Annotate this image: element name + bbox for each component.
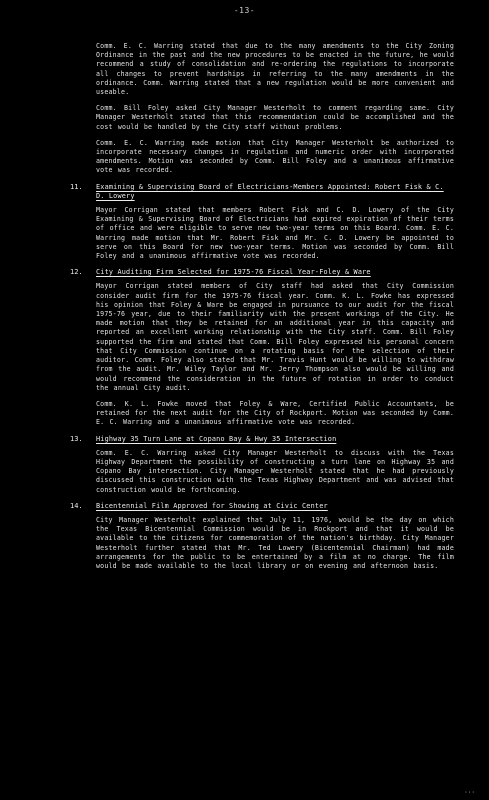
- paragraph-audit-motion: Comm. K. L. Fowke moved that Foley & Ware, Certified Public Accountants, be retained for the next audit for the City of Rockport. Motion was seconded by Comm. E. C. Warring and a unanimous affirmative vote was recorded.: [96, 399, 454, 427]
- item-number: 13.: [70, 434, 83, 443]
- paragraph-bicentennial-film: City Manager Westerholt explained that July 11, 1976, would be the day on which the Texas Bicentennial Commission would be in Rockport and that it would be available to the citizens for commemoration of the nation's birthday. City Manager Westerholt further stated that Mr. Ted Lowery (Bicentennial Chairman) had made arrangements for the public to be entertained by a film at no charge. The film would be made available to the local library or on evening and afternoon basis.: [96, 515, 454, 570]
- footer-mark: ···: [464, 789, 475, 796]
- paragraph-zoning-motion: Comm. E. C. Warring made motion that City Manager Westerholt be authorized to incorporate necessary changes in regulation and numeric order with incorporated amendments. Motion was seconded by Comm. Bill Foley and a unanimous affirmative vote was recorded.: [96, 138, 454, 175]
- agenda-item-14: [62, 502, 454, 571]
- item-heading: Examining & Supervising Board of Electricians-Members Appointed: Robert Fisk & C. D. Lowery: [96, 182, 444, 200]
- page-number: -13-: [233, 6, 256, 15]
- item-number: 11.: [70, 182, 83, 191]
- item-heading: Highway 35 Turn Lane at Copano Bay & Hwy 35 Intersection: [96, 434, 337, 443]
- agenda-item-11: [62, 183, 454, 262]
- paragraph-audit-discussion: Mayor Corrigan stated members of City staff had asked that City Commission consider audit firm for the 1975-76 fiscal year. Comm. K. L. Fowke has expressed his opinion that Foley & Ware be engaged in pursuance to our audit for the fiscal 1975-76 year, due to their familiarity with the present workings of the City. He made motion that they be retained for an additional year in this capacity and reported an excellent working relationship with the City staff. Comm. Bill Foley supported the firm and stated that Comm. Bill Foley expressed his personal concern that City Commission continue on a rotating basis for the selection of their auditor. Comm. Foley also stated that Mr. Travis Hunt would be willing to withdraw from the audit. Mr. Wiley Taylor and Mr. Jerry Thompson also would be willing and would recommend the consideration in the future of rotation in order to conduct the annual City audit.: [96, 282, 454, 392]
- paragraph-manager-comment: Comm. Bill Foley asked City Manager Westerholt to comment regarding same. City Manager Westerholt stated that this recommendation could be accomplished and the cost would be handled by the City staff without problems.: [96, 104, 454, 131]
- paragraph-zoning-study: Comm. E. C. Warring stated that due to the many amendments to the City Zoning Ordinance in the past and the new procedures to be enacted in the future, he would recommend a study of consolidation and re-ordering the regulations to incorporate all changes to prevent hardships in referring to the many amendments in the ordinance. Comm. Warring stated that a new regulation would be more convenient and useable.: [96, 42, 454, 97]
- item-heading: City Auditing Firm Selected for 1975-76 Fiscal Year-Foley & Ware: [96, 268, 371, 277]
- item-number: 12.: [70, 268, 83, 277]
- minutes-body: [62, 42, 454, 578]
- item-heading: Bicentennial Film Approved for Showing at Civic Center: [96, 501, 328, 510]
- agenda-item-13: [62, 435, 454, 495]
- item-number: 14.: [70, 501, 83, 510]
- paragraph-electricians-board: Mayor Corrigan stated that members Robert Fisk and C. D. Lowery of the City Examining & Supervising Board of Electricians had expired expiration of their terms of office and were eligible to serve new two-year terms on this Board. Comm. E. C. Warring made motion that Mr. Robert Fisk and Mr. C. D. Lowery be appointed to serve on this Board for new two-year terms. Motion was seconded by Comm. Bill Foley and a unanimous affirmative vote was recorded.: [96, 206, 454, 261]
- agenda-item-12: [62, 268, 454, 427]
- paragraph-turn-lane: Comm. E. C. Warring asked City Manager Westerholt to discuss with the Texas Highway Department the possibility of constructing a turn lane on Highway 35 and Copano Bay intersection. City Manager Westerholt stated that he had previously discussed this construction with the Texas Highway Department and was advised that construction would be forthcoming.: [96, 448, 454, 494]
